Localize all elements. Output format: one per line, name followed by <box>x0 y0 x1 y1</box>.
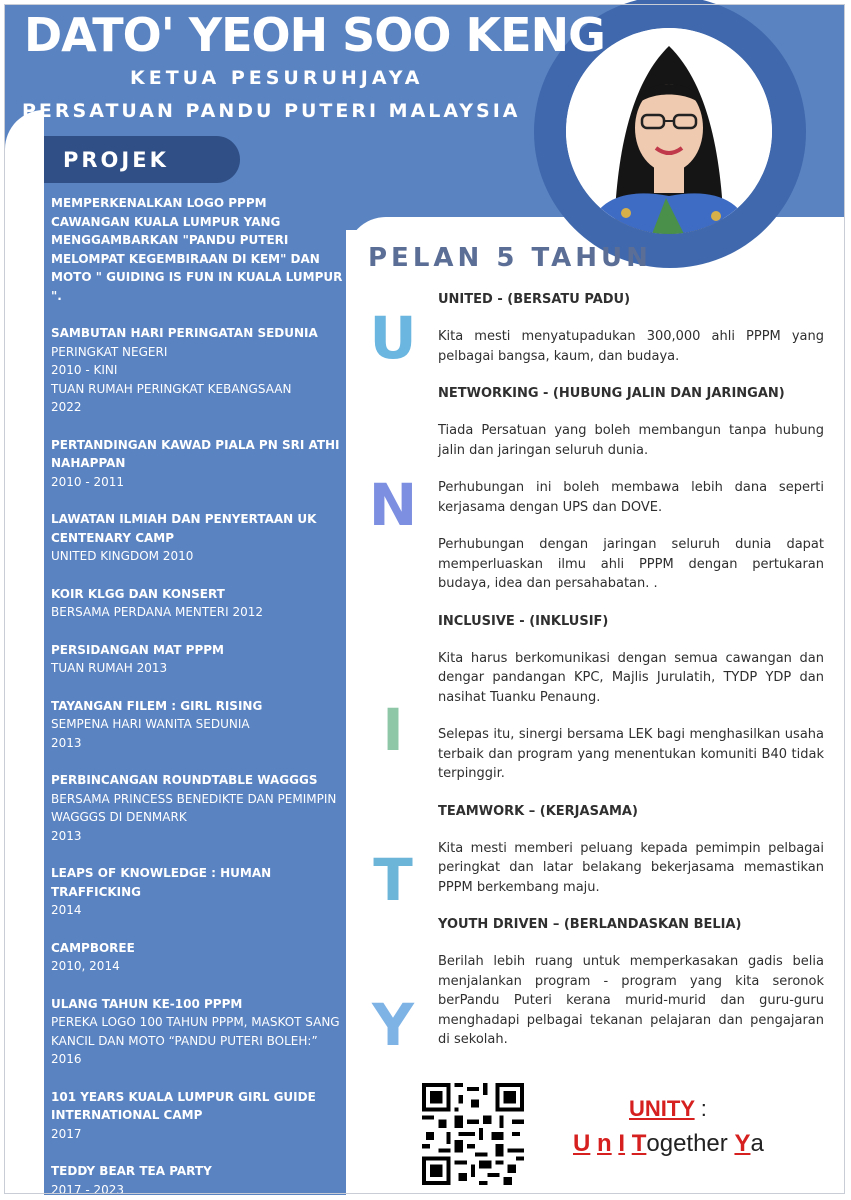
plan-section-heading: YOUTH DRIVEN – (BERLANDASKAN BELIA) <box>438 917 742 932</box>
project-detail: 2013 <box>51 828 82 843</box>
project-title: 101 YEARS KUALA LUMPUR GIRL GUIDE INTERNATIONAL CAMP <box>51 1089 316 1122</box>
unity-letter-t: T <box>373 846 413 914</box>
project-detail: 2022 <box>51 400 82 414</box>
project-title: PERSIDANGAN MAT PPPM <box>51 642 224 657</box>
project-detail: 2016 <box>51 1052 82 1066</box>
slogan-initial: n <box>597 1130 612 1157</box>
slogan-initial: T <box>631 1130 647 1157</box>
organisation-name: PERSATUAN PANDU PUTERI MALAYSIA <box>22 100 521 122</box>
project-title: CAMPBOREE <box>51 940 135 955</box>
project-detail: BERSAMA PERDANA MENTERI 2012 <box>51 605 264 619</box>
slogan-text: a <box>750 1130 764 1157</box>
project-detail: PEREKA LOGO 100 TAHUN PPPM, MASKOT SANG KANCIL DAN MOTO “PANDU PUTERI BOLEH:” <box>51 1015 340 1048</box>
plan-section-paragraph: Perhubungan dengan jaringan seluruh dunia dapat memperluaskan ilmu ahli PPPM dengan pertukaran budaya, idea dan persahabatan. . <box>438 537 824 591</box>
project-title: PERBINCANGAN ROUNDTABLE WAGGGS <box>51 773 318 787</box>
project-detail: BERSAMA PRINCESS BENEDIKTE DAN PEMIMPIN WAGGGS DI DENMARK <box>51 791 337 824</box>
unity-letter-i: I <box>382 696 404 764</box>
project-detail: 2014 <box>51 903 82 917</box>
project-detail: UNITED KINGDOM 2010 <box>51 549 194 563</box>
slogan-colon: : <box>700 1096 707 1121</box>
project-title: PERTANDINGAN KAWAD PIALA PN SRI ATHI NAHAPPAN <box>51 437 340 470</box>
unity-letter-n: N <box>368 471 418 539</box>
page-border <box>4 4 845 1194</box>
plan-section-paragraph: Kita harus berkomunikasi dengan semua cawangan dan dengar pandangan KPC, Majlis Jurulatih, TYDP YDP dan nasihat Tuanku Penaung. <box>438 650 824 705</box>
slogan-initial: Y <box>734 1130 751 1157</box>
plan-section-paragraph: Kita mesti menyatupadukan 300,000 ahli PPPM yang pelbagai bangsa, kaum, dan budaya. <box>438 329 824 364</box>
project-title: KOIR KLGG DAN KONSERT <box>51 586 225 601</box>
person-name: DATO' YEOH SOO KENG <box>24 8 605 62</box>
slogan-word: UNITY <box>629 1096 695 1121</box>
project-title: TEDDY BEAR TEA PARTY <box>51 1164 212 1178</box>
plan-section-paragraph: Berilah lebih ruang untuk memperkasakan gadis belia menjalankan program - program yang kita seronok berPandu Puteri kerana murid-murid dan guru-guru menghadapi pelbagai tekanan pelajaran dan pengajaran di sekolah. <box>438 954 824 1047</box>
project-title: SAMBUTAN HARI PERINGATAN SEDUNIA <box>51 326 318 340</box>
project-detail: 2013 <box>51 735 82 750</box>
project-detail: TUAN RUMAH 2013 <box>51 661 168 675</box>
plan-section-paragraph: Tiada Persatuan yang boleh membangun tanpa hubung jalin dan jaringan seluruh dunia. <box>438 423 824 458</box>
project-detail: 2017 - 2023 <box>51 1182 125 1197</box>
project-title: MEMPERKENALKAN LOGO PPPM CAWANGAN KUALA LUMPUR YANG MENGGAMBARKAN "PANDU PUTERI MELOMPAT KEGEMBIRAAN DI KEM" DAN MOTO " GUIDING IS FUN IN KUALA LUMPUR ". <box>51 196 343 303</box>
plan-section-paragraph: Perhubungan ini boleh membawa lebih dana seperti kerjasama dengan UPS dan DOVE. <box>438 480 824 515</box>
project-title: LAWATAN ILMIAH DAN PENYERTAAN UK CENTENARY CAMP <box>51 512 317 545</box>
plan-section-heading: INCLUSIVE - (INKLUSIF) <box>438 613 609 629</box>
project-detail: 2010, 2014 <box>51 959 120 973</box>
slogan-text: ogether <box>646 1130 735 1157</box>
plan-section-paragraph: Selepas itu, sinergi bersama LEK bagi menghasilkan usaha terbaik dan program yang menentukan komuniti B40 tidak terpinggir. <box>438 727 824 781</box>
project-title: ULANG TAHUN KE-100 PPPM <box>51 996 243 1011</box>
projek-heading: PROJEK <box>63 148 169 172</box>
project-detail: 2010 - 2011 <box>51 474 125 489</box>
plan-section-paragraph: Kita mesti memberi peluang kepada pemimpin pelbagai peringkat dan latar belakang bekerjasama memastikan PPPM berkembang maju. <box>438 840 824 895</box>
project-title: LEAPS OF KNOWLEDGE : HUMAN TRAFFICKING <box>51 866 272 899</box>
project-detail: SEMPENA HARI WANITA SEDUNIA <box>51 717 250 731</box>
project-detail: 2017 <box>51 1126 82 1141</box>
plan-section-heading: NETWORKING - (HUBUNG JALIN DAN JARINGAN) <box>438 386 785 401</box>
plan-title: PELAN 5 TAHUN <box>368 243 652 273</box>
project-detail: PERINGKAT NEGERI <box>51 344 168 359</box>
project-detail: TUAN RUMAH PERINGKAT KEBANGSAAN <box>51 381 292 396</box>
plan-section-heading: TEAMWORK – (KERJASAMA) <box>438 803 638 819</box>
project-title: TAYANGAN FILEM : GIRL RISING <box>51 698 263 713</box>
person-role: KETUA PESURUHJAYA <box>130 67 424 89</box>
slogan-initial: I <box>618 1130 626 1157</box>
plan-section-heading: UNITED - (BERSATU PADU) <box>438 292 631 307</box>
unity-letter-u: U <box>369 304 417 372</box>
unity-letter-y: Y <box>372 991 414 1059</box>
project-detail: 2010 - KINI <box>51 363 118 377</box>
slogan-initial: U <box>573 1130 591 1157</box>
